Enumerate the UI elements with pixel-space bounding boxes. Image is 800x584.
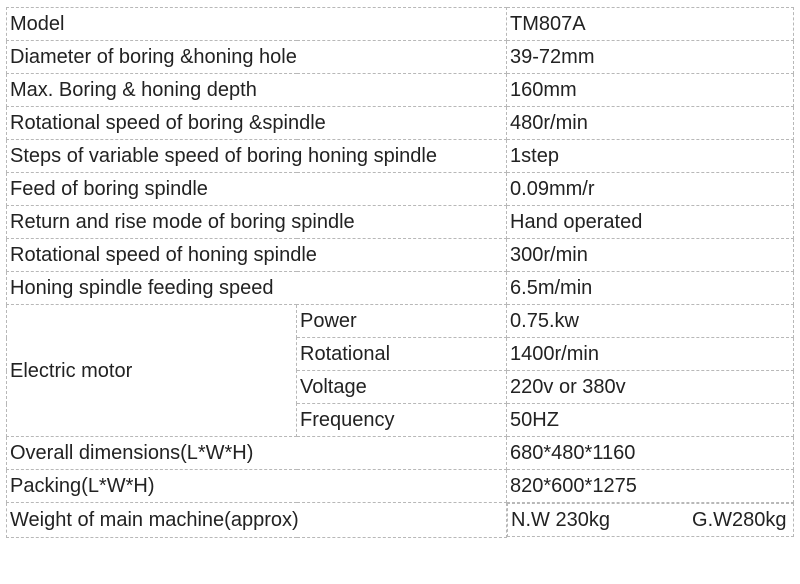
row-label-weight: Weight of main machine(approx): [7, 503, 507, 538]
row-label-honing-speed: Rotational speed of honing spindle: [7, 239, 507, 272]
motor-sub-label-rotational: Rotational: [297, 338, 507, 371]
table-row: [7, 140, 794, 173]
row-value-diameter: 39-72mm: [507, 41, 794, 74]
row-label-max-depth: Max. Boring & honing depth: [7, 74, 507, 107]
motor-sub-value-rotational: 1400r/min: [507, 338, 794, 371]
table-row: [7, 173, 794, 206]
motor-sub-label-frequency: Frequency: [297, 404, 507, 437]
table-row: [7, 470, 794, 503]
row-label-feed: Feed of boring spindle: [7, 173, 507, 206]
table-row: [7, 437, 794, 470]
row-label-honing-feed: Honing spindle feeding speed: [7, 272, 507, 305]
table-row: [7, 272, 794, 305]
row-value-packing: 820*600*1275: [507, 470, 794, 503]
row-value-honing-speed: 300r/min: [507, 239, 794, 272]
table-row: [7, 239, 794, 272]
table-row: [7, 305, 794, 338]
row-label-overall-dimensions: Overall dimensions(L*W*H): [7, 437, 507, 470]
row-label-packing: Packing(L*W*H): [7, 470, 507, 503]
table-row: [7, 41, 794, 74]
row-label-diameter: Diameter of boring &honing hole: [7, 41, 507, 74]
row-value-weight: [507, 503, 794, 537]
row-value-feed: 0.09mm/r: [507, 173, 794, 206]
table-row: [7, 206, 794, 239]
motor-sub-value-power: 0.75.kw: [507, 305, 794, 338]
spec-table: [6, 7, 794, 538]
row-label-model: Model: [7, 8, 507, 41]
weight-gross: G.W280kg: [692, 509, 787, 531]
table-row: [7, 503, 794, 538]
row-label-boring-speed: Rotational speed of boring &spindle: [7, 107, 507, 140]
row-value-honing-feed: 6.5m/min: [507, 272, 794, 305]
row-label-speed-steps: Steps of variable speed of boring honing spindle: [7, 140, 507, 173]
row-value-return-mode: Hand operated: [507, 206, 794, 239]
row-value-overall-dimensions: 680*480*1160: [507, 437, 794, 470]
row-value-speed-steps: 1step: [507, 140, 794, 173]
row-label-return-mode: Return and rise mode of boring spindle: [7, 206, 507, 239]
row-value-model: TM807A: [507, 8, 794, 41]
table-row: [7, 74, 794, 107]
row-value-max-depth: 160mm: [507, 74, 794, 107]
motor-sub-label-voltage: Voltage: [297, 371, 507, 404]
motor-sub-value-voltage: 220v or 380v: [507, 371, 794, 404]
motor-sub-value-frequency: 50HZ: [507, 404, 794, 437]
motor-sub-label-power: Power: [297, 305, 507, 338]
row-label-electric-motor: Electric motor: [7, 305, 297, 437]
table-row: [7, 8, 794, 41]
weight-net: N.W 230kg: [511, 509, 610, 531]
row-value-boring-speed: 480r/min: [507, 107, 794, 140]
table-row: [7, 107, 794, 140]
